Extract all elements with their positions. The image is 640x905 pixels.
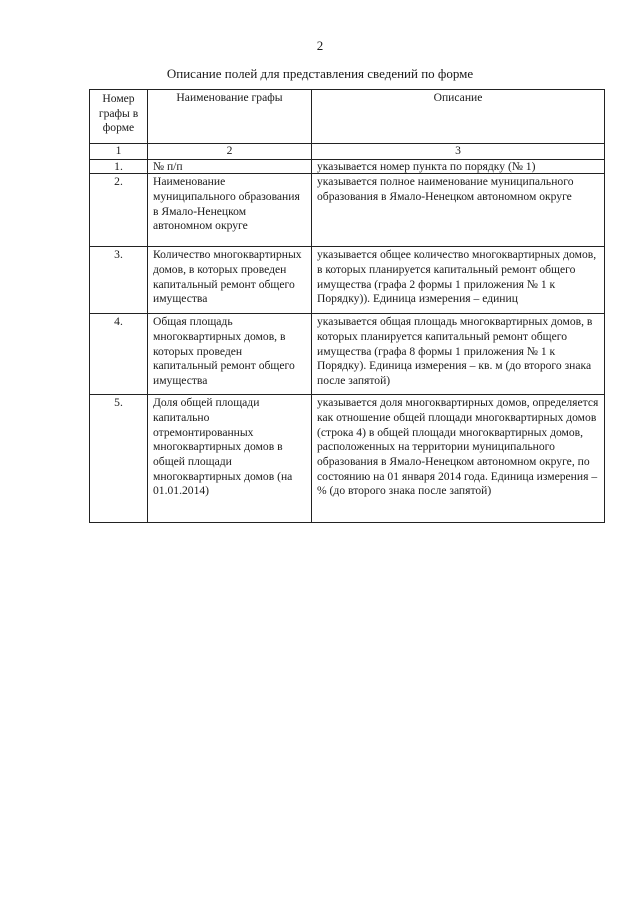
table-header-row [90,90,605,144]
header-column-number: Номер графы в форме [90,90,148,144]
row-number: 3. [90,247,148,314]
index-cell: 3 [312,144,605,160]
row-field-name: Наименование муниципального образования в Ямало-Ненецком автономном округе [148,174,312,247]
row-description: указывается общая площадь многоквартирных домов, в которых планируется капитальный ремонт общего имущества (графа 8 формы 1 приложения № 1 к Порядку). Единица измерения – кв. м (до второго знака после запятой) [312,314,605,395]
page-number: 2 [316,38,324,53]
table-row [90,314,605,395]
table-row [90,395,605,523]
row-field-name: Общая площадь многоквартирных домов, в которых проведен капитальный ремонт общего имущества [148,314,312,395]
table-row [90,159,605,173]
header-description: Описание [312,90,605,144]
row-field-name: Количество многоквартирных домов, в которых проведен капитальный ремонт общего имущества [148,247,312,314]
row-description: указывается полное наименование муниципального образования в Ямало-Ненецком автономном округе [312,174,605,247]
header-column-name: Наименование графы [148,90,312,144]
row-number: 4. [90,314,148,395]
fields-description-table [89,89,605,523]
row-number: 5. [90,395,148,523]
row-description: указывается доля многоквартирных домов, определяется как отношение общей площади многоквартирных домов (строка 4) в общей площади многоквартирных домов, расположенных на территории муниципального образования в Ямало-Ненецком автономном округе, по состоянию на 01 января 2014 года. Единица измерения – % (до второго знака после запятой) [312,395,605,523]
row-description: указывается общее количество многоквартирных домов, в которых планируется капитальный ремонт общего имущества (графа 2 формы 1 приложения № 1 к Порядку)). Единица измерения – единиц [312,247,605,314]
row-field-name: № п/п [148,159,312,173]
page-title: Описание полей для представления сведений по форме [166,66,474,81]
row-number: 1. [90,159,148,173]
row-field-name: Доля общей площади капитально отремонтированных многоквартирных домов в общей площади многоквартирных домов (на 01.01.2014) [148,395,312,523]
row-description: указывается номер пункта по порядку (№ 1) [312,159,605,173]
table-index-row [90,144,605,160]
row-number: 2. [90,174,148,247]
index-cell: 2 [148,144,312,160]
table-row [90,247,605,314]
table-row [90,174,605,247]
index-cell: 1 [90,144,148,160]
